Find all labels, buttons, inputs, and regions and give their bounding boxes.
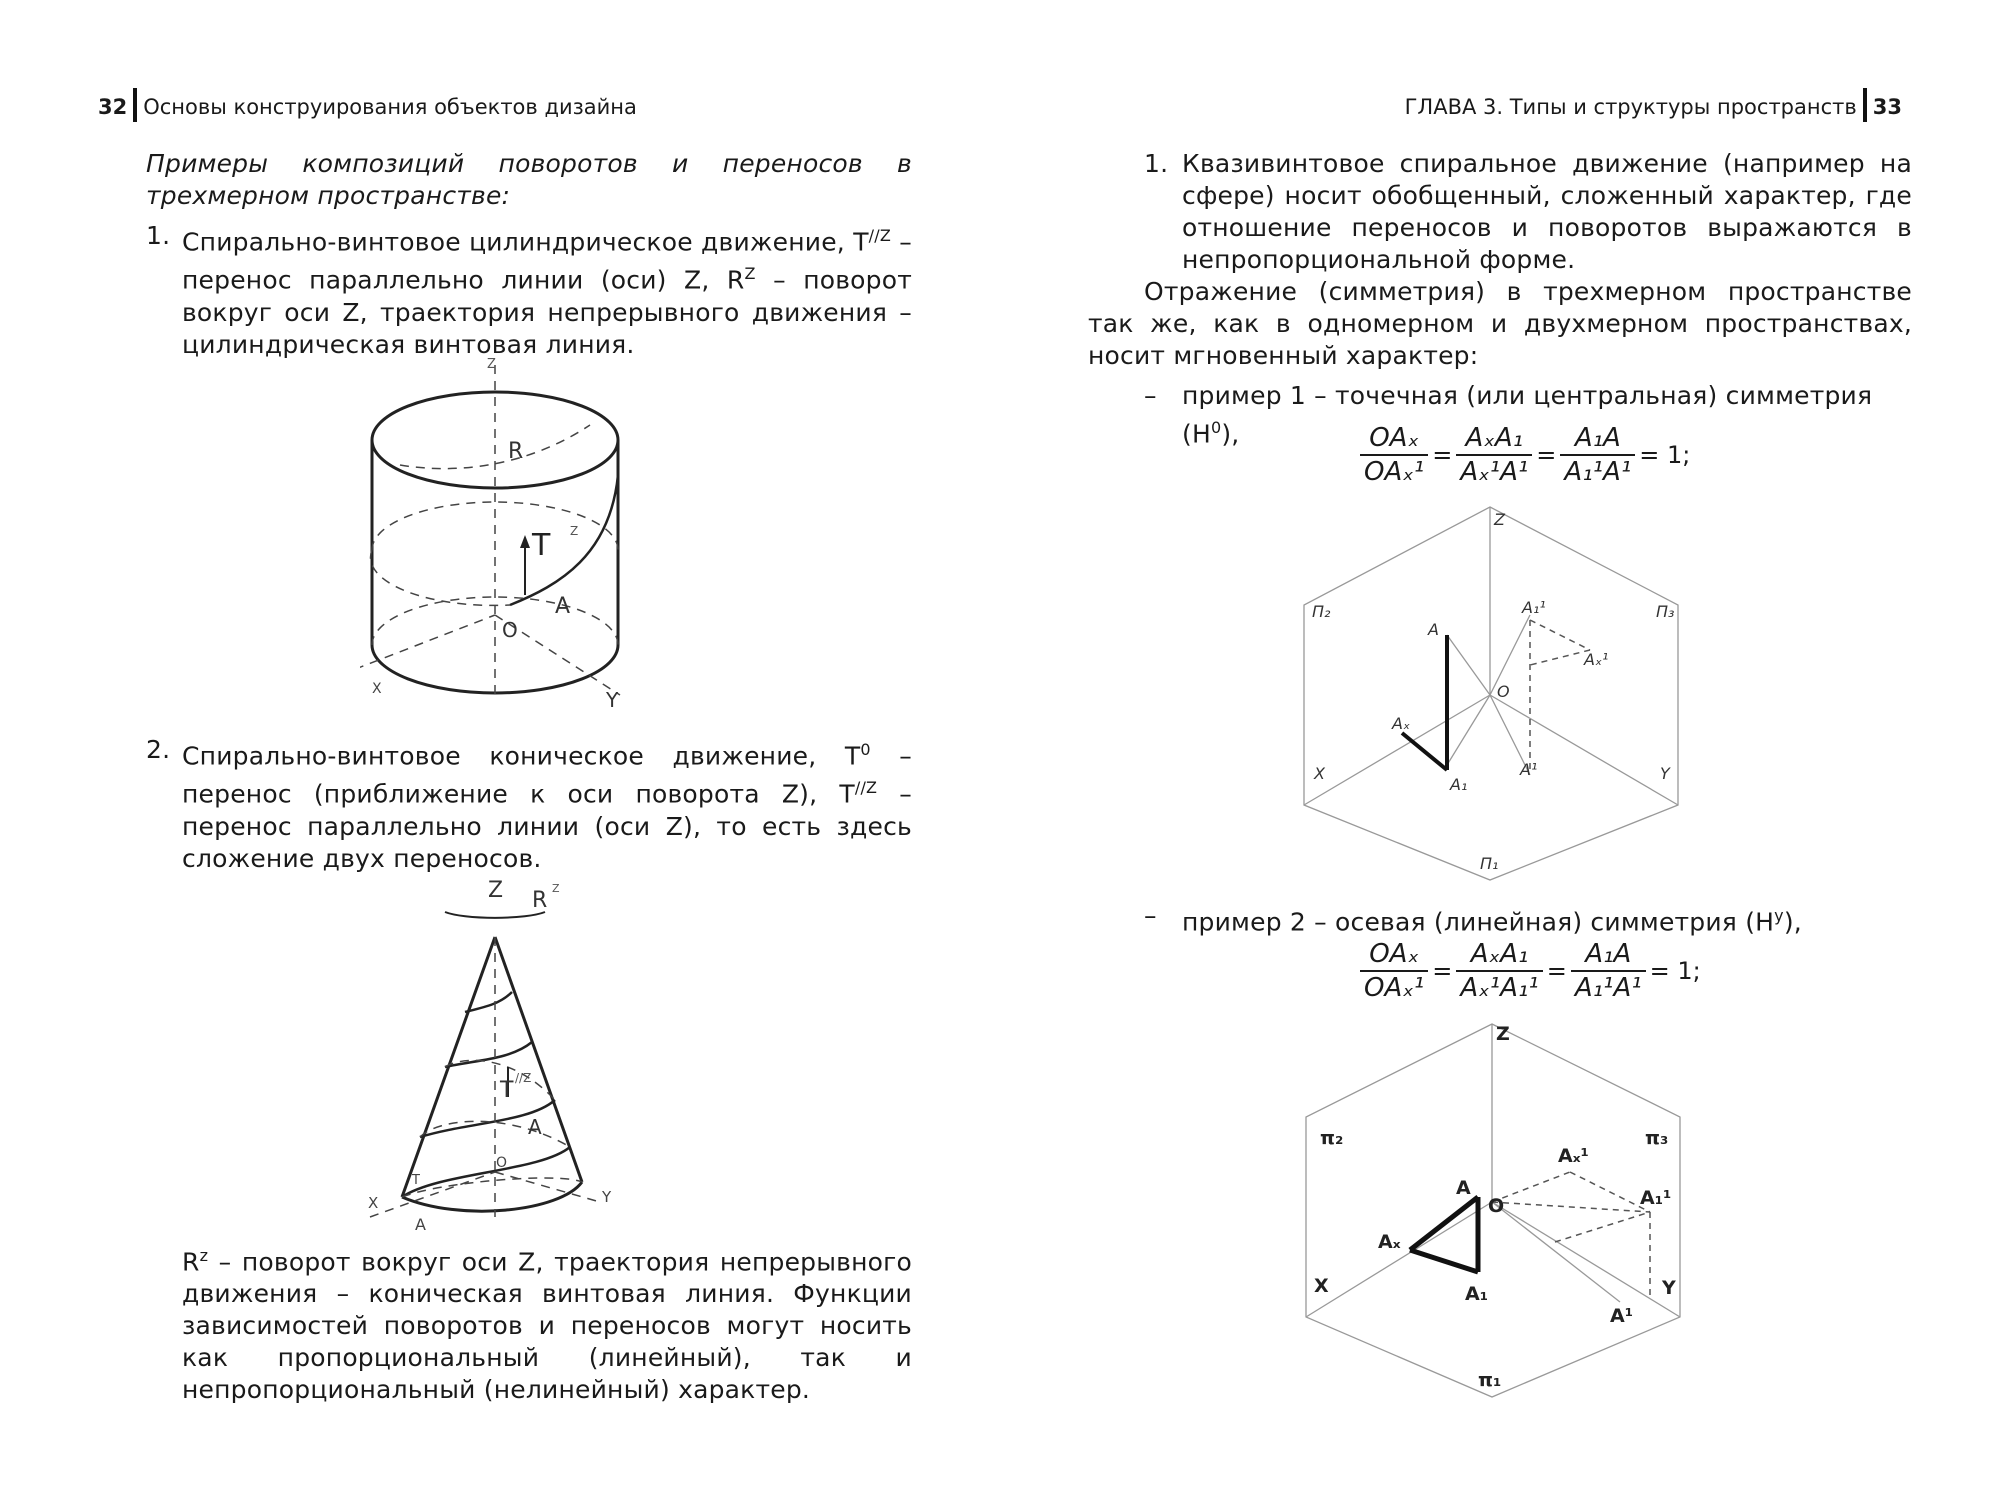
d1-label-a-prime: A¹ [1520,760,1538,779]
d2-label-p2: π₂ [1320,1127,1344,1149]
example1-dash: – [1144,381,1157,410]
d1-label-a1-top: A₁¹ [1522,598,1546,617]
d2-label-a-prime: A¹ [1610,1305,1634,1327]
cone-label-a: A [528,1115,542,1139]
fraction-2: $\frac{\text{AₓA₁}}{\text{Aₓ¹A¹}}$ [1456,422,1532,488]
d2-label-z: Z [1496,1023,1510,1045]
cone-label-rsup: Z [552,882,560,895]
d1-label-y: Y [1660,764,1670,783]
fraction-6: $\frac{\text{A₁A}}{\text{A₁¹A¹}}$ [1571,938,1646,1004]
cyl-label-t: T [532,528,551,563]
cyl-label-r: R [508,439,524,464]
cone-label-z: Z [488,878,504,903]
r-item1-text: Квазивинтовое спиральное движение (например на сфере) носит обобщенный, сложенный характер, где отношение переносов и поворотов выражаются в непропорциональной форме. [1182,149,1912,274]
d1-label-ax: Aₓ [1392,714,1411,733]
left-page-number: 32 [98,95,128,119]
left-running-head [98,88,637,122]
item2-number: 2. [146,735,171,764]
fraction-5: $\frac{\text{AₓA₁}}{\text{Aₓ¹A₁¹}}$ [1456,938,1542,1004]
r-item1-number: 1. [1144,149,1169,178]
d1-label-a1: A₁ [1450,775,1468,794]
right-page [1000,0,2000,1507]
example2-dash: – [1144,901,1157,930]
item2-text: Спирально-винтовое коническое движение, $T^0$ – перенос (приближение к оси поворота Z), $T^{//Z}$ – перенос параллельно линии (оси Z), то есть здесь сложение двух переносов. [182,740,912,873]
fraction-4: $\frac{\text{OAₓ}}{\text{OAₓ¹}}$ [1360,938,1428,1004]
example2-text: пример 2 – осевая (линейная) симметрия $(H^y)$, [1182,906,1802,937]
d1-label-p2: П₂ [1312,602,1331,621]
cyl-label-a: A [555,594,571,619]
cone-figure [360,872,640,1247]
formula-2: $\frac{\text{OAₓ}}{\text{OAₓ¹}}$ = $\frac{\text{AₓA₁}}{\text{Aₓ¹A₁¹}}$ = $\frac{\text{A₁A}}{\text{A₁¹A¹}}$ = 1; [1360,938,1705,1004]
d2-label-y: Y [1662,1277,1676,1299]
item1-text: Спирально-винтовое цилиндрическое движение, $T^{//Z}$ – перенос параллельно линии (оси) Z, $R^Z$ – поворот вокруг оси Z, траектория непрерывного движения – цилиндрическая винтовая линия. [182,226,912,359]
d1-label-z: Z [1494,510,1505,529]
point-symmetry-diagram [1300,505,1700,885]
d2-label-p1: π₁ [1478,1369,1502,1391]
cone-label-tsup: //Z [515,1071,532,1085]
d1-label-ax1: Aₓ¹ [1584,650,1609,669]
cyl-label-y: Y [606,688,619,712]
d2-label-a: A [1456,1177,1471,1199]
d2-label-p3: π₃ [1645,1127,1669,1149]
right-running-head [1405,88,1902,122]
fraction-3: $\frac{\text{A₁A}}{\text{A₁¹A¹}}$ [1560,422,1635,488]
cone-label-o: O [496,1155,508,1171]
cone-label-r: R [532,888,548,913]
reflection-paragraph: Отражение (симметрия) в трехмерном пространстве так же, как в одномерном и двухмерном пространствах, носит мгновенный характер: [1088,277,1912,370]
d1-label-a: A [1428,620,1439,639]
d2-label-o: O [1488,1195,1505,1217]
cyl-label-z2: Z [570,524,579,538]
cyl-label-z: Z [487,357,496,372]
d2-label-a1: A₁ [1465,1283,1489,1305]
header-divider [133,88,137,122]
right-page-number: 33 [1872,95,1902,119]
cone-label-a-bottom: A [415,1215,426,1234]
example1-text: пример 1 – точечная (или центральная) симметрия $(H^0)$, [1182,381,1873,449]
cyl-label-o: O [502,618,518,642]
d2-label-ax1: Aₓ¹ [1558,1145,1589,1167]
d2-label-x: X [1314,1275,1329,1297]
cone-label-x: X [368,1194,379,1212]
cone-label-t: T [500,1078,514,1103]
axial-symmetry-diagram [1300,1022,1700,1402]
d1-label-p1: П₁ [1480,854,1499,873]
left-running-title: Основы конструирования объектов дизайна [143,95,637,119]
formula-1: $\frac{\text{OAₓ}}{\text{OAₓ¹}}$ = $\frac{\text{AₓA₁}}{\text{Aₓ¹A¹}}$ = $\frac{\text{A₁A}}{\text{A₁¹A¹}}$ = 1; [1360,422,1694,488]
right-running-title: ГЛАВА 3. Типы и структуры пространств [1404,95,1857,119]
d1-label-x: X [1314,764,1325,783]
d1-label-o: O [1497,682,1510,701]
cone-label-t0: T [412,1173,420,1188]
cone-label-y: Y [602,1188,612,1206]
intro-italic: Примеры композиций поворотов и переносов в трехмерном пространстве: [146,149,912,210]
header-divider-right [1863,88,1867,122]
item1-number: 1. [146,221,171,250]
fraction-1: $\frac{\text{OAₓ}}{\text{OAₓ¹}}$ [1360,422,1428,488]
closing-paragraph: $R^z$ – поворот вокруг оси Z, траектория непрерывного движения – коническая винтовая линия. Функции зависимостей поворотов и переносов могут носить как пропорциональный (линейный), так и непропорциональный (нелинейный) характер. [182,1246,912,1405]
d2-label-ax: Aₓ [1378,1231,1401,1253]
d1-label-p3: П₃ [1656,602,1675,621]
cylinder-figure [360,355,630,725]
cyl-label-x: X [372,681,382,697]
d2-label-a11: A₁¹ [1640,1187,1672,1209]
